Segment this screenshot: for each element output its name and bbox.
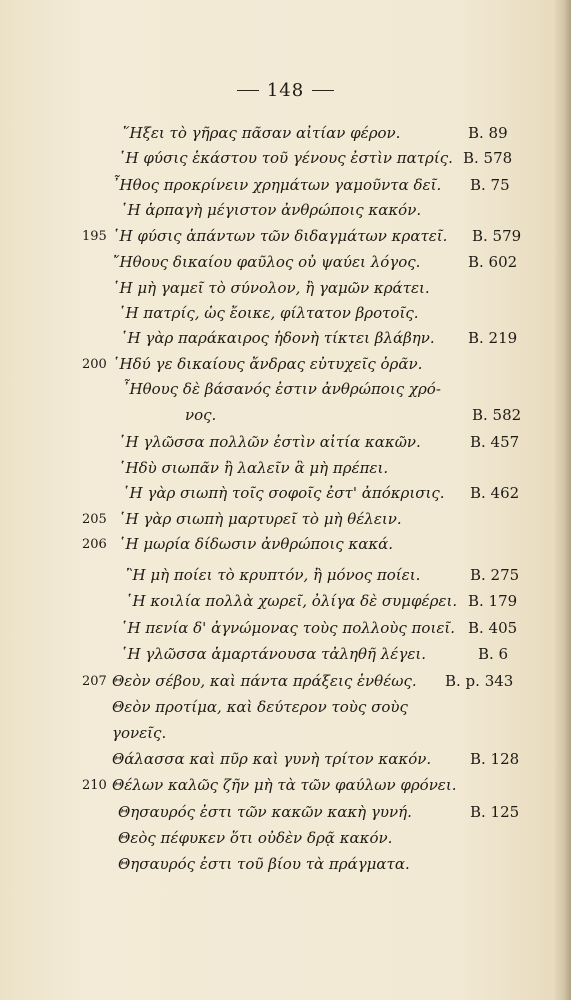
verse-line	[0, 724, 571, 750]
verse-line	[0, 227, 571, 253]
verse-line	[0, 592, 571, 618]
source-reference: B. 125	[470, 803, 520, 821]
source-reference: B. 128	[470, 750, 520, 768]
verse-text: ῾Ηδύ γε δικαίους ἄνδρας εὐτυχεῖς ὁρᾶν.	[112, 355, 423, 373]
verse-line	[0, 750, 571, 776]
source-reference: B. 462	[470, 484, 520, 502]
source-reference: B. 219	[468, 329, 518, 347]
page-header	[0, 78, 571, 102]
verse-text: ῾Η γὰρ σιωπὴ μαρτυρεῖ τὸ μὴ θέλειν.	[118, 510, 402, 528]
source-reference: B. 275	[470, 566, 520, 584]
line-number: 195	[82, 229, 107, 244]
source-reference: B. 578	[463, 149, 513, 167]
verse-line	[0, 829, 571, 855]
source-reference: B. 582	[472, 406, 522, 424]
line-number: 205	[82, 512, 107, 527]
verse-line	[0, 484, 571, 510]
verse-text: ῏Ηθος προκρίνειν χρημάτων γαμοῦντα δεῖ.	[112, 176, 442, 194]
verse-text: ῾Η γὰρ σιωπὴ τοῖς σοφοῖς ἐστ' ἀπόκρισις.	[122, 484, 445, 502]
source-reference: B. 89	[468, 124, 508, 142]
verse-line	[0, 124, 571, 150]
verse-text: ῏Ηθους δὲ βάσανός ἐστιν ἀνθρώποις χρό-	[122, 380, 441, 398]
verse-line	[0, 510, 571, 536]
header-dash-left	[237, 90, 259, 91]
verse-line	[0, 329, 571, 355]
verse-line	[0, 535, 571, 561]
verse-line	[0, 459, 571, 485]
source-reference: B. 457	[470, 433, 520, 451]
verse-text: Θεὸν προτίμα, καὶ δεύτερον τοὺς σοὺς	[112, 698, 408, 716]
verse-text: ῾Η γὰρ παράκαιρος ἡδονὴ τίκτει βλάβην.	[120, 329, 435, 347]
verse-line	[0, 776, 571, 802]
verse-text: ῾Η κοιλία πολλὰ χωρεῖ, ὀλίγα δὲ συμφέρει.	[125, 592, 458, 610]
verse-text: Θάλασσα καὶ πῦρ καὶ γυνὴ τρίτον κακόν.	[112, 750, 432, 768]
verse-text: ῾Η πατρίς, ὡς ἔοικε, φίλτατον βροτοῖς.	[118, 304, 419, 322]
header-dash-right	[312, 90, 334, 91]
verse-text: ῍Η μὴ ποίει τὸ κρυπτόν, ἢ μόνος ποίει.	[125, 566, 421, 584]
verse-line	[0, 304, 571, 330]
verse-line	[0, 176, 571, 202]
source-reference: B. p. 343	[445, 672, 514, 690]
verse-text: ῎Ηθους δικαίου φαῦλος οὐ ψαύει λόγος.	[112, 253, 421, 271]
verse-text: ῾Η φύσις ἁπάντων τῶν διδαγμάτων κρατεῖ.	[112, 227, 448, 245]
verse-line	[0, 566, 571, 592]
verse-text: γονεῖς.	[112, 724, 167, 742]
verse-text: ῾Η ἁρπαγὴ μέγιστον ἀνθρώποις κακόν.	[120, 201, 422, 219]
verse-line	[0, 433, 571, 459]
source-reference: B. 179	[468, 592, 518, 610]
verse-line	[0, 406, 571, 432]
verse-line	[0, 253, 571, 279]
verse-line	[0, 855, 571, 881]
source-reference: B. 602	[468, 253, 518, 271]
line-number: 207	[82, 674, 107, 689]
verse-text: Θησαυρός ἐστι τῶν κακῶν κακὴ γυνή.	[118, 803, 412, 821]
verse-text: ῾Η γλῶσσα ἁμαρτάνουσα τἀληθῆ λέγει.	[120, 645, 427, 663]
verse-line	[0, 279, 571, 305]
verse-line	[0, 803, 571, 829]
line-number: 206	[82, 537, 107, 552]
verse-line	[0, 698, 571, 724]
verse-text: Θεὸς πέφυκεν ὅτι οὐδὲν δρᾷ κακόν.	[118, 829, 393, 847]
verse-text: νος.	[185, 406, 217, 424]
verse-text: ῾Η μὴ γαμεῖ τὸ σύνολον, ἢ γαμῶν κράτει.	[112, 279, 430, 297]
verse-line	[0, 380, 571, 406]
verse-line	[0, 619, 571, 645]
verse-text: ῾Η φύσις ἑκάστου τοῦ γένους ἐστὶν πατρίς.	[118, 149, 453, 167]
verse-text: ῾Η γλῶσσα πολλῶν ἐστὶν αἰτία κακῶν.	[118, 433, 421, 451]
verse-line	[0, 355, 571, 381]
verse-line	[0, 672, 571, 698]
line-number: 210	[82, 778, 107, 793]
source-reference: B. 579	[472, 227, 522, 245]
verse-line	[0, 201, 571, 227]
page-number: 148	[266, 79, 305, 101]
line-number: 200	[82, 357, 107, 372]
verse-text: Θέλων καλῶς ζῆν μὴ τὰ τῶν φαύλων φρόνει.	[112, 776, 457, 794]
verse-text: ῾Η πενία δ' ἀγνώμονας τοὺς πολλοὺς ποιεῖ.	[120, 619, 456, 637]
verse-text: ῾Η μωρία δίδωσιν ἀνθρώποις κακά.	[118, 535, 394, 553]
verse-line	[0, 645, 571, 671]
verse-text: Θεὸν σέβου, καὶ πάντα πράξεις ἐνθέως.	[112, 672, 417, 690]
verse-text: ῾Ηδὺ σιωπᾶν ἢ λαλεῖν ἃ μὴ πρέπει.	[118, 459, 389, 477]
source-reference: B. 405	[468, 619, 518, 637]
verse-line	[0, 149, 571, 175]
source-reference: B. 75	[470, 176, 510, 194]
source-reference: B. 6	[478, 645, 509, 663]
verse-text: Θησαυρός ἐστι τοῦ βίου τὰ πράγματα.	[118, 855, 410, 873]
verse-text: ῞Ηξει τὸ γῆρας πᾶσαν αἰτίαν φέρον.	[122, 124, 401, 142]
